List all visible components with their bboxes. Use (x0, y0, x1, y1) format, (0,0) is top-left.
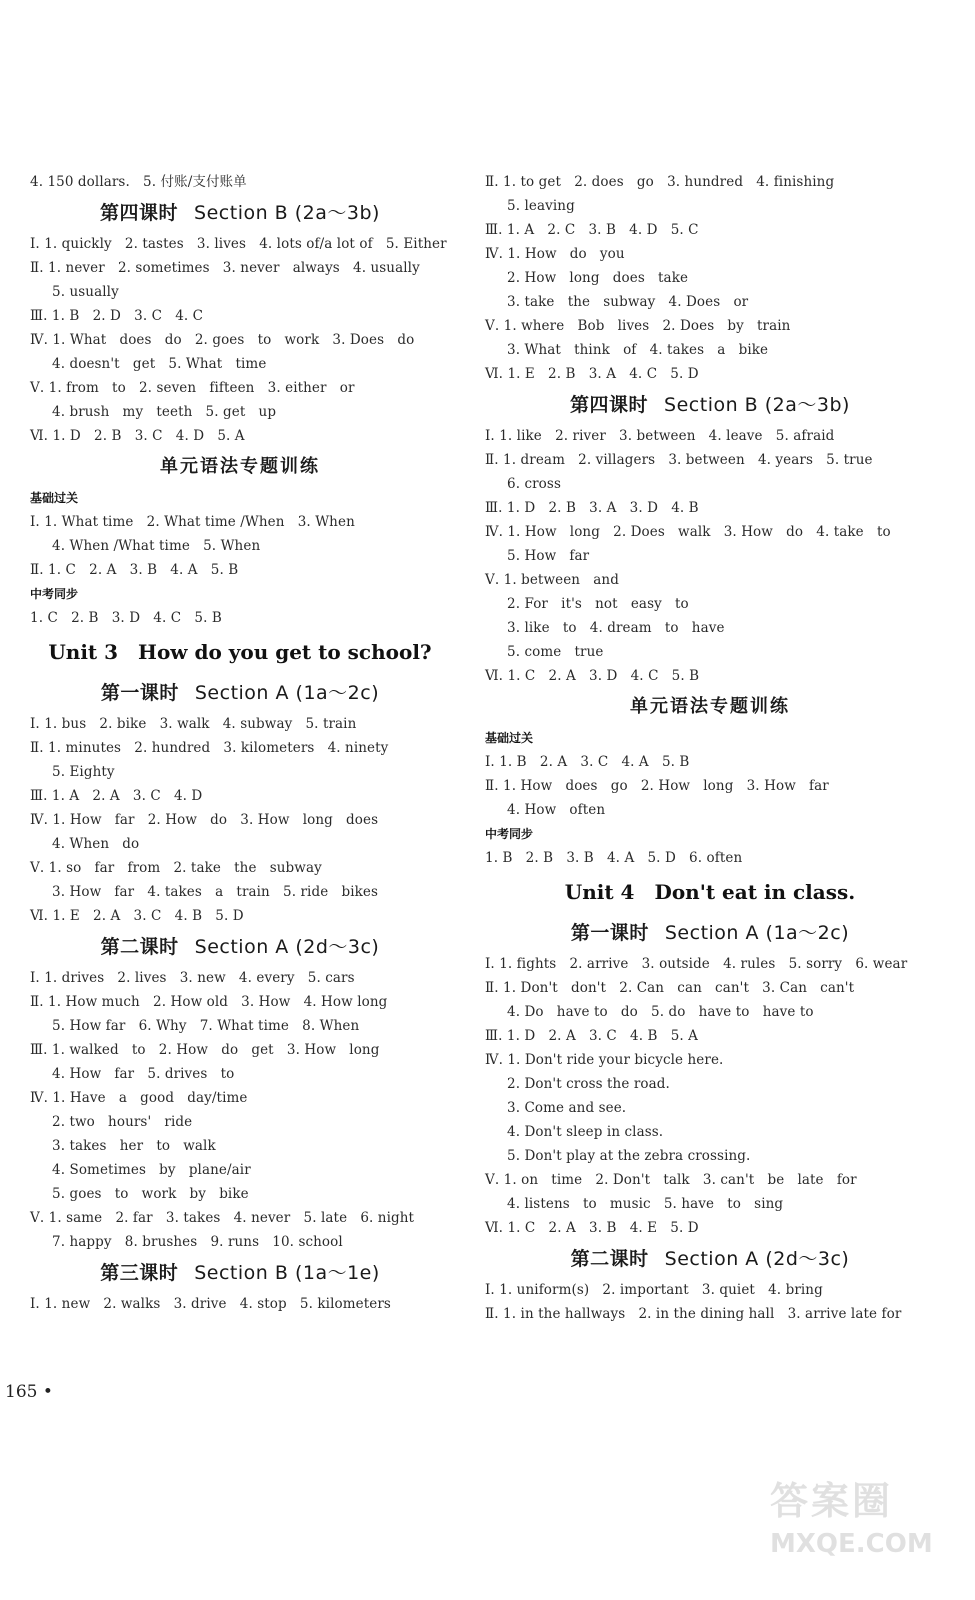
answer-line: 4. When do (52, 836, 140, 852)
lesson-heading (30, 194, 450, 232)
answer-line: 4. Don't sleep in class. (507, 1124, 664, 1140)
answer-line: Ⅱ. 1. in the hallways 2. in the dining hall 3. arrive late for (485, 1306, 902, 1322)
section-label: Section A (2d～3c) (664, 1248, 850, 1270)
lesson-title: 第三课时 (100, 1262, 179, 1284)
sub-heading: 中考同步 (30, 587, 79, 601)
lesson-heading (485, 1240, 935, 1278)
answer-line: 4. How often (507, 802, 606, 818)
lesson-heading (485, 914, 935, 952)
answer-line: 5. Don't play at the zebra crossing. (507, 1148, 751, 1164)
answer-line: 2. Don't cross the road. (507, 1076, 670, 1092)
lesson-heading (30, 674, 450, 712)
answer-line: Ⅲ. 1. A 2. A 3. C 4. D (30, 788, 203, 804)
lesson-title: 第一课时 (100, 682, 179, 704)
answer-line: Ⅲ. 1. B 2. D 3. C 4. C (30, 308, 204, 324)
answer-line: Ⅱ. 1. minutes 2. hundred 3. kilometers 4. ninety (30, 740, 389, 756)
answer-line: Ⅰ. 1. bus 2. bike 3. walk 4. subway 5. train (30, 716, 357, 732)
answer-line: Ⅲ. 1. D 2. A 3. C 4. B 5. A (485, 1028, 699, 1044)
answer-line: Ⅲ. 1. A 2. C 3. B 4. D 5. C (485, 222, 699, 238)
answer-line: 3. like to 4. dream to have (507, 620, 725, 636)
sub-heading: 基础过关 (485, 731, 534, 745)
section-label: Section A (2d～3c) (194, 936, 380, 958)
watermark-logo (770, 1470, 960, 1580)
answer-line: Ⅰ. 1. fights 2. arrive 3. outside 4. rules 5. sorry 6. wear (485, 956, 908, 972)
grammar-heading: 单元语法专题训练 (630, 696, 790, 717)
unit-title: Don't eat in class. (654, 880, 856, 904)
answer-line: 1. C 2. B 3. D 4. C 5. B (30, 610, 222, 626)
answer-line: 3. takes her to walk (52, 1138, 216, 1154)
answer-line: Ⅱ. 1. to get 2. does go 3. hundred 4. finishing (485, 174, 835, 190)
answer-line: 4. brush my teeth 5. get up (52, 404, 277, 420)
answer-line: 4. When /What time 5. When (52, 538, 261, 554)
grammar-heading: 单元语法专题训练 (160, 456, 320, 477)
answer-line: Ⅲ. 1. walked to 2. How do get 3. How long (30, 1042, 380, 1058)
answer-line: Ⅵ. 1. C 2. A 3. B 4. E 5. D (485, 1220, 699, 1236)
answer-line: Ⅰ. 1. drives 2. lives 3. new 4. every 5. cars (30, 970, 355, 986)
sub-heading: 中考同步 (485, 827, 534, 841)
watermark-site: MXQE.COM (770, 1529, 933, 1559)
left-column (30, 170, 450, 1316)
unit-title: How do you get to school? (138, 640, 432, 664)
answer-line: 3. How far 4. takes a train 5. ride bikes (52, 884, 379, 900)
answer-line: Ⅳ. 1. What does do 2. goes to work 3. Does do (30, 332, 415, 348)
answer-line: 1. B 2. B 3. B 4. A 5. D 6. often (485, 850, 743, 866)
lesson-title: 第一课时 (570, 922, 649, 944)
sub-heading: 基础过关 (30, 491, 79, 505)
section-label: Section A (1a～2c) (194, 682, 380, 704)
lesson-title: 第四课时 (100, 202, 179, 224)
answer-line: 4. listens to music 5. have to sing (507, 1196, 784, 1212)
answer-line: 5. usually (52, 284, 119, 300)
watermark-mark: 答案圈 (770, 1479, 894, 1523)
answer-line: Ⅰ. 1. B 2. A 3. C 4. A 5. B (485, 754, 690, 770)
answer-line: Ⅴ. 1. same 2. far 3. takes 4. never 5. late 6. night (30, 1210, 415, 1226)
answer-line: 5. come true (507, 644, 604, 660)
answer-line: 4. How far 5. drives to (52, 1066, 235, 1082)
unit-number: Unit 4 (564, 880, 635, 904)
answer-line: 2. For it's not easy to (507, 596, 689, 612)
unit-heading (30, 630, 450, 674)
answer-line: Ⅳ. 1. Have a good day/time (30, 1090, 248, 1106)
section-label: Section A (1a～2c) (664, 922, 850, 944)
answer-line: Ⅱ. 1. never 2. sometimes 3. never always 4. usually (30, 260, 420, 276)
answer-line: Ⅰ. 1. uniform(s) 2. important 3. quiet 4. bring (485, 1282, 823, 1298)
answer-line: Ⅴ. 1. from to 2. seven fifteen 3. either or (30, 380, 355, 396)
lesson-title: 第四课时 (570, 394, 649, 416)
answer-line: 3. take the subway 4. Does or (507, 294, 749, 310)
answer-line: 6. cross (507, 476, 561, 492)
lesson-title: 第二课时 (570, 1248, 649, 1270)
answer-line: Ⅳ. 1. How far 2. How do 3. How long does (30, 812, 379, 828)
answer-line: 4. 150 dollars. 5. 付账/支付账单 (30, 174, 247, 190)
answer-line: Ⅳ. 1. How do you (485, 246, 625, 262)
unit-number: Unit 3 (48, 640, 119, 664)
answer-line: 2. How long does take (507, 270, 689, 286)
answer-line: Ⅱ. 1. dream 2. villagers 3. between 4. years 5. true (485, 452, 873, 468)
answer-line: Ⅴ. 1. so far from 2. take the subway (30, 860, 322, 876)
answer-line: Ⅰ. 1. What time 2. What time /When 3. When (30, 514, 355, 530)
answer-line: 5. leaving (507, 198, 575, 214)
section-label: Section B (1a～1e) (194, 1262, 380, 1284)
answer-line: Ⅴ. 1. between and (485, 572, 619, 588)
answer-line: Ⅱ. 1. How does go 2. How long 3. How far (485, 778, 829, 794)
answer-line: 5. goes to work by bike (52, 1186, 249, 1202)
answer-line: Ⅵ. 1. D 2. B 3. C 4. D 5. A (30, 428, 245, 444)
answer-line: 4. Sometimes by plane/air (52, 1162, 251, 1178)
answer-line: 4. doesn't get 5. What time (52, 356, 267, 372)
answer-line: 5. How far 6. Why 7. What time 8. When (52, 1018, 360, 1034)
answer-line: Ⅳ. 1. How long 2. Does walk 3. How do 4. take to (485, 524, 891, 540)
lesson-title: 第二课时 (100, 936, 179, 958)
answer-line: Ⅱ. 1. Don't don't 2. Can can can't 3. Can can't (485, 980, 855, 996)
answer-line: 7. happy 8. brushes 9. runs 10. school (52, 1234, 343, 1250)
answer-line: 4. Do have to do 5. do have to have to (507, 1004, 814, 1020)
lesson-heading (485, 386, 935, 424)
section-label: Section B (2a～3b) (194, 202, 380, 224)
answer-line: Ⅱ. 1. How much 2. How old 3. How 4. How long (30, 994, 388, 1010)
unit-heading (485, 870, 935, 914)
answer-line: Ⅵ. 1. E 2. A 3. C 4. B 5. D (30, 908, 244, 924)
right-column (485, 170, 935, 1326)
answer-line: 5. Eighty (52, 764, 115, 780)
answer-line: Ⅵ. 1. C 2. A 3. D 4. C 5. B (485, 668, 700, 684)
answer-line: Ⅰ. 1. quickly 2. tastes 3. lives 4. lots of/a lot of 5. Either (30, 236, 447, 252)
answer-line: Ⅴ. 1. where Bob lives 2. Does by train (485, 318, 791, 334)
answer-line: 3. What think of 4. takes a bike (507, 342, 769, 358)
lesson-heading (30, 1254, 450, 1292)
answer-line: 2. two hours' ride (52, 1114, 193, 1130)
lesson-heading (30, 928, 450, 966)
answer-line: Ⅰ. 1. new 2. walks 3. drive 4. stop 5. kilometers (30, 1296, 391, 1312)
answer-line: 3. Come and see. (507, 1100, 627, 1116)
answer-line: 5. How far (507, 548, 590, 564)
answer-line: Ⅳ. 1. Don't ride your bicycle here. (485, 1052, 724, 1068)
answer-line: Ⅰ. 1. like 2. river 3. between 4. leave 5. afraid (485, 428, 835, 444)
answer-line: Ⅱ. 1. C 2. A 3. B 4. A 5. B (30, 562, 239, 578)
section-label: Section B (2a～3b) (664, 394, 850, 416)
answer-line: Ⅲ. 1. D 2. B 3. A 3. D 4. B (485, 500, 699, 516)
answer-line: Ⅴ. 1. on time 2. Don't talk 3. can't be late for (485, 1172, 857, 1188)
answer-line: Ⅵ. 1. E 2. B 3. A 4. C 5. D (485, 366, 699, 382)
page-number: 165 • (5, 1382, 53, 1402)
